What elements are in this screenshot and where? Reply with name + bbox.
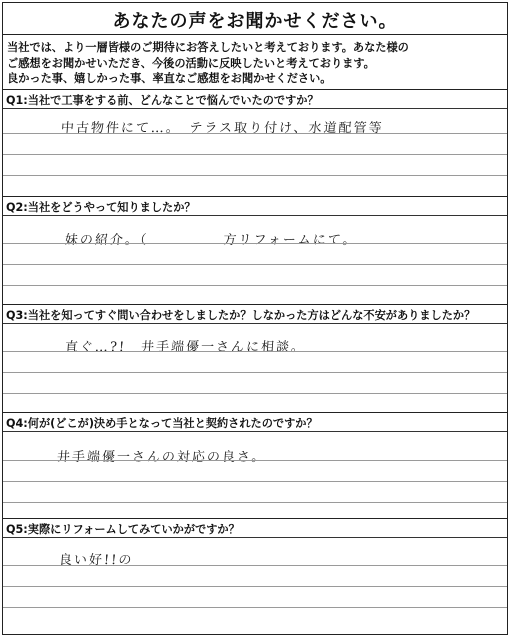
question-1 <box>3 89 507 197</box>
question-4 <box>3 412 507 519</box>
answer-line <box>3 393 507 394</box>
question-3-label: Q3:当社を知ってすぐ問い合わせをしましたか？しなかった方はどんな不安がありましたか？ <box>6 309 476 322</box>
survey-sheet <box>2 2 508 635</box>
answer-line <box>3 133 507 134</box>
title-divider <box>3 34 507 35</box>
question-1-answer: 中古物件にて…。 テラス取り付け、水道配管等 <box>60 121 384 136</box>
question-2-answer: 妹の紹介。（ 方リフォームにて。 <box>64 233 358 248</box>
question-3 <box>3 304 507 413</box>
question-2 <box>3 196 507 305</box>
answer-line <box>3 243 507 244</box>
question-4-label: Q4:何が(どこが)決め手となって当社と契約されたのですか？ <box>6 417 318 430</box>
answer-line <box>3 154 507 155</box>
question-2-label: Q2:当社をどうやって知りましたか？ <box>6 201 196 214</box>
answer-line <box>3 586 507 587</box>
question-1-label: Q1:当社で工事をする前、どんなことで悩んでいたのですか？ <box>6 94 319 107</box>
question-3-answer: 直ぐ…?! 井手端優一さんに相談。 <box>64 340 307 355</box>
intro-text <box>7 40 502 87</box>
question-1-rule <box>3 108 507 109</box>
question-4-rule <box>3 431 507 432</box>
answer-line <box>3 175 507 176</box>
answer-line <box>3 607 507 608</box>
question-5 <box>3 518 507 637</box>
question-5-answer: 良い好!!の <box>58 553 134 568</box>
answer-line <box>3 565 507 566</box>
question-5-rule <box>3 537 507 538</box>
intro-line-3: 良かった事、嬉しかった事、率直なご感想をお聞かせください。 <box>7 72 332 85</box>
answer-line <box>3 285 507 286</box>
answer-line <box>3 502 507 503</box>
intro-line-2: ご感想をお聞かせいただき、今後の活動に反映したいと考えております。 <box>7 56 375 70</box>
page-title: あなたの声をお聞かせください。 <box>112 11 398 32</box>
answer-line <box>3 481 507 482</box>
answer-line <box>3 351 507 352</box>
question-2-rule <box>3 215 507 216</box>
intro-line-1: 当社では、より一層皆様のご期待にお答えしたいと考えております。あなた様の <box>7 41 409 54</box>
question-3-rule <box>3 323 507 324</box>
question-5-label: Q5:実際にリフォームしてみていかがですか？ <box>6 523 240 536</box>
answer-line <box>3 264 507 265</box>
answer-line <box>3 372 507 373</box>
answer-line <box>3 460 507 461</box>
question-4-answer: 井手端優一さんの対応の良さ。 <box>56 450 267 465</box>
